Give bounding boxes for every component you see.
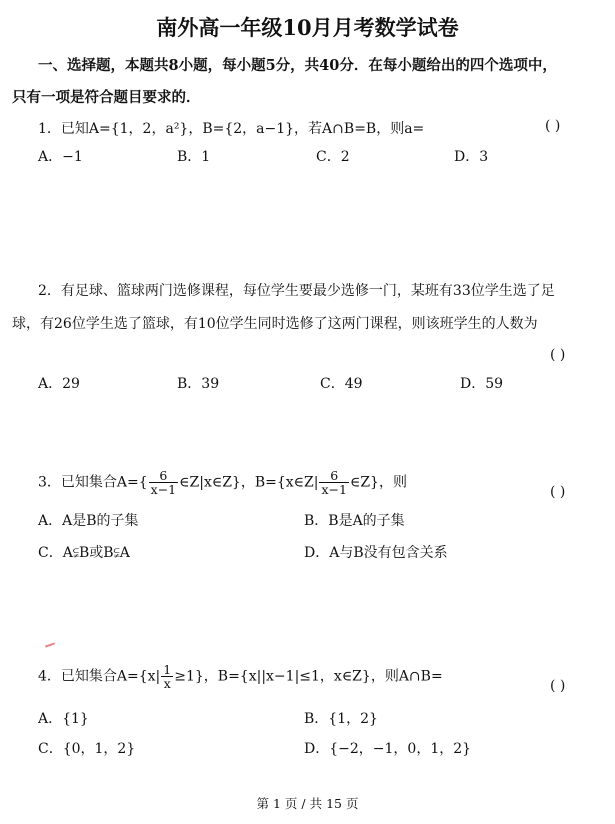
question-2-answer-paren: ( ) xyxy=(550,347,566,363)
fraction-numerator: 6 xyxy=(319,469,348,483)
question-2-stem-line-2: 球，有26位学生选了篮球，有10位学生同时选修了这两门课程，则该班学生的人数为 xyxy=(12,316,538,332)
question-3-option-a: A．A是B的子集 xyxy=(38,513,139,529)
question-4-option-a: A．{1} xyxy=(38,711,89,727)
question-4-stem-suffix: ≥1}，B={x||x−1|≤1，x∈Z}，则A∩B= xyxy=(174,668,443,685)
red-pen-mark xyxy=(45,642,55,647)
question-3-stem-prefix: 3．已知集合A={ xyxy=(38,474,148,491)
question-1-option-d: D．3 xyxy=(454,149,489,165)
question-2-option-d: D．59 xyxy=(460,376,504,392)
question-4-option-b: B．{1，2} xyxy=(304,711,378,727)
question-4-option-c: C．{0，1，2} xyxy=(38,741,136,757)
question-3-stem-suffix: ∈Z}，则 xyxy=(349,474,407,491)
page-footer: 第 1 页 / 共 15 页 xyxy=(256,796,359,811)
fraction-denominator: x xyxy=(163,676,171,691)
question-3-fraction-1 xyxy=(149,469,178,496)
question-2-option-a: A．29 xyxy=(38,376,80,392)
question-3-option-b: B．B是A的子集 xyxy=(304,513,405,529)
question-2-option-c: C．49 xyxy=(320,376,363,392)
question-3-fraction-2 xyxy=(319,469,348,496)
question-2-option-b: B．39 xyxy=(177,376,220,392)
fraction-numerator: 6 xyxy=(149,469,178,483)
question-3-stem xyxy=(38,469,407,496)
question-2-stem-line-1: 2．有足球、篮球两门选修课程，每位学生要最少选修一门，某班有33位学生选了足 xyxy=(38,283,555,299)
question-3-option-c: C．A⫋B或B⫋A xyxy=(38,545,130,561)
fraction-denominator: x−1 xyxy=(150,482,177,497)
question-1-option-b: B．1 xyxy=(177,149,211,165)
question-4-stem xyxy=(38,663,443,690)
fraction-denominator: x−1 xyxy=(321,482,347,497)
question-3-option-d: D．A与B没有包含关系 xyxy=(304,545,448,561)
question-4-option-d: D．{−2，−1，0，1，2} xyxy=(304,741,472,757)
question-4-answer-paren: ( ) xyxy=(550,678,566,694)
question-1-option-c: C．2 xyxy=(316,149,350,165)
question-3-answer-paren: ( ) xyxy=(550,484,566,500)
fraction-numerator: 1 xyxy=(163,662,172,677)
question-4-fraction xyxy=(161,663,173,690)
question-4-stem-prefix: 4．已知集合A={x| xyxy=(38,668,161,685)
section-intro-line-1: 一、选择题，本题共8小题，每小题5分，共40分．在每小题给出的四个选项中， xyxy=(38,57,557,74)
section-intro-line-2: 只有一项是符合题目要求的． xyxy=(12,89,201,106)
page-title: 南外高一年级10月月考数学试卷 xyxy=(156,15,459,40)
question-1-answer-paren: ( ) xyxy=(545,118,561,134)
question-3-stem-middle: ∈Z|x∈Z}，B={x∈Z| xyxy=(179,474,319,491)
question-1-stem: 1．已知A={1，2，a²}，B={2，a−1}，若A∩B=B，则a= xyxy=(38,121,425,137)
question-1-option-a: A．−1 xyxy=(38,149,83,165)
